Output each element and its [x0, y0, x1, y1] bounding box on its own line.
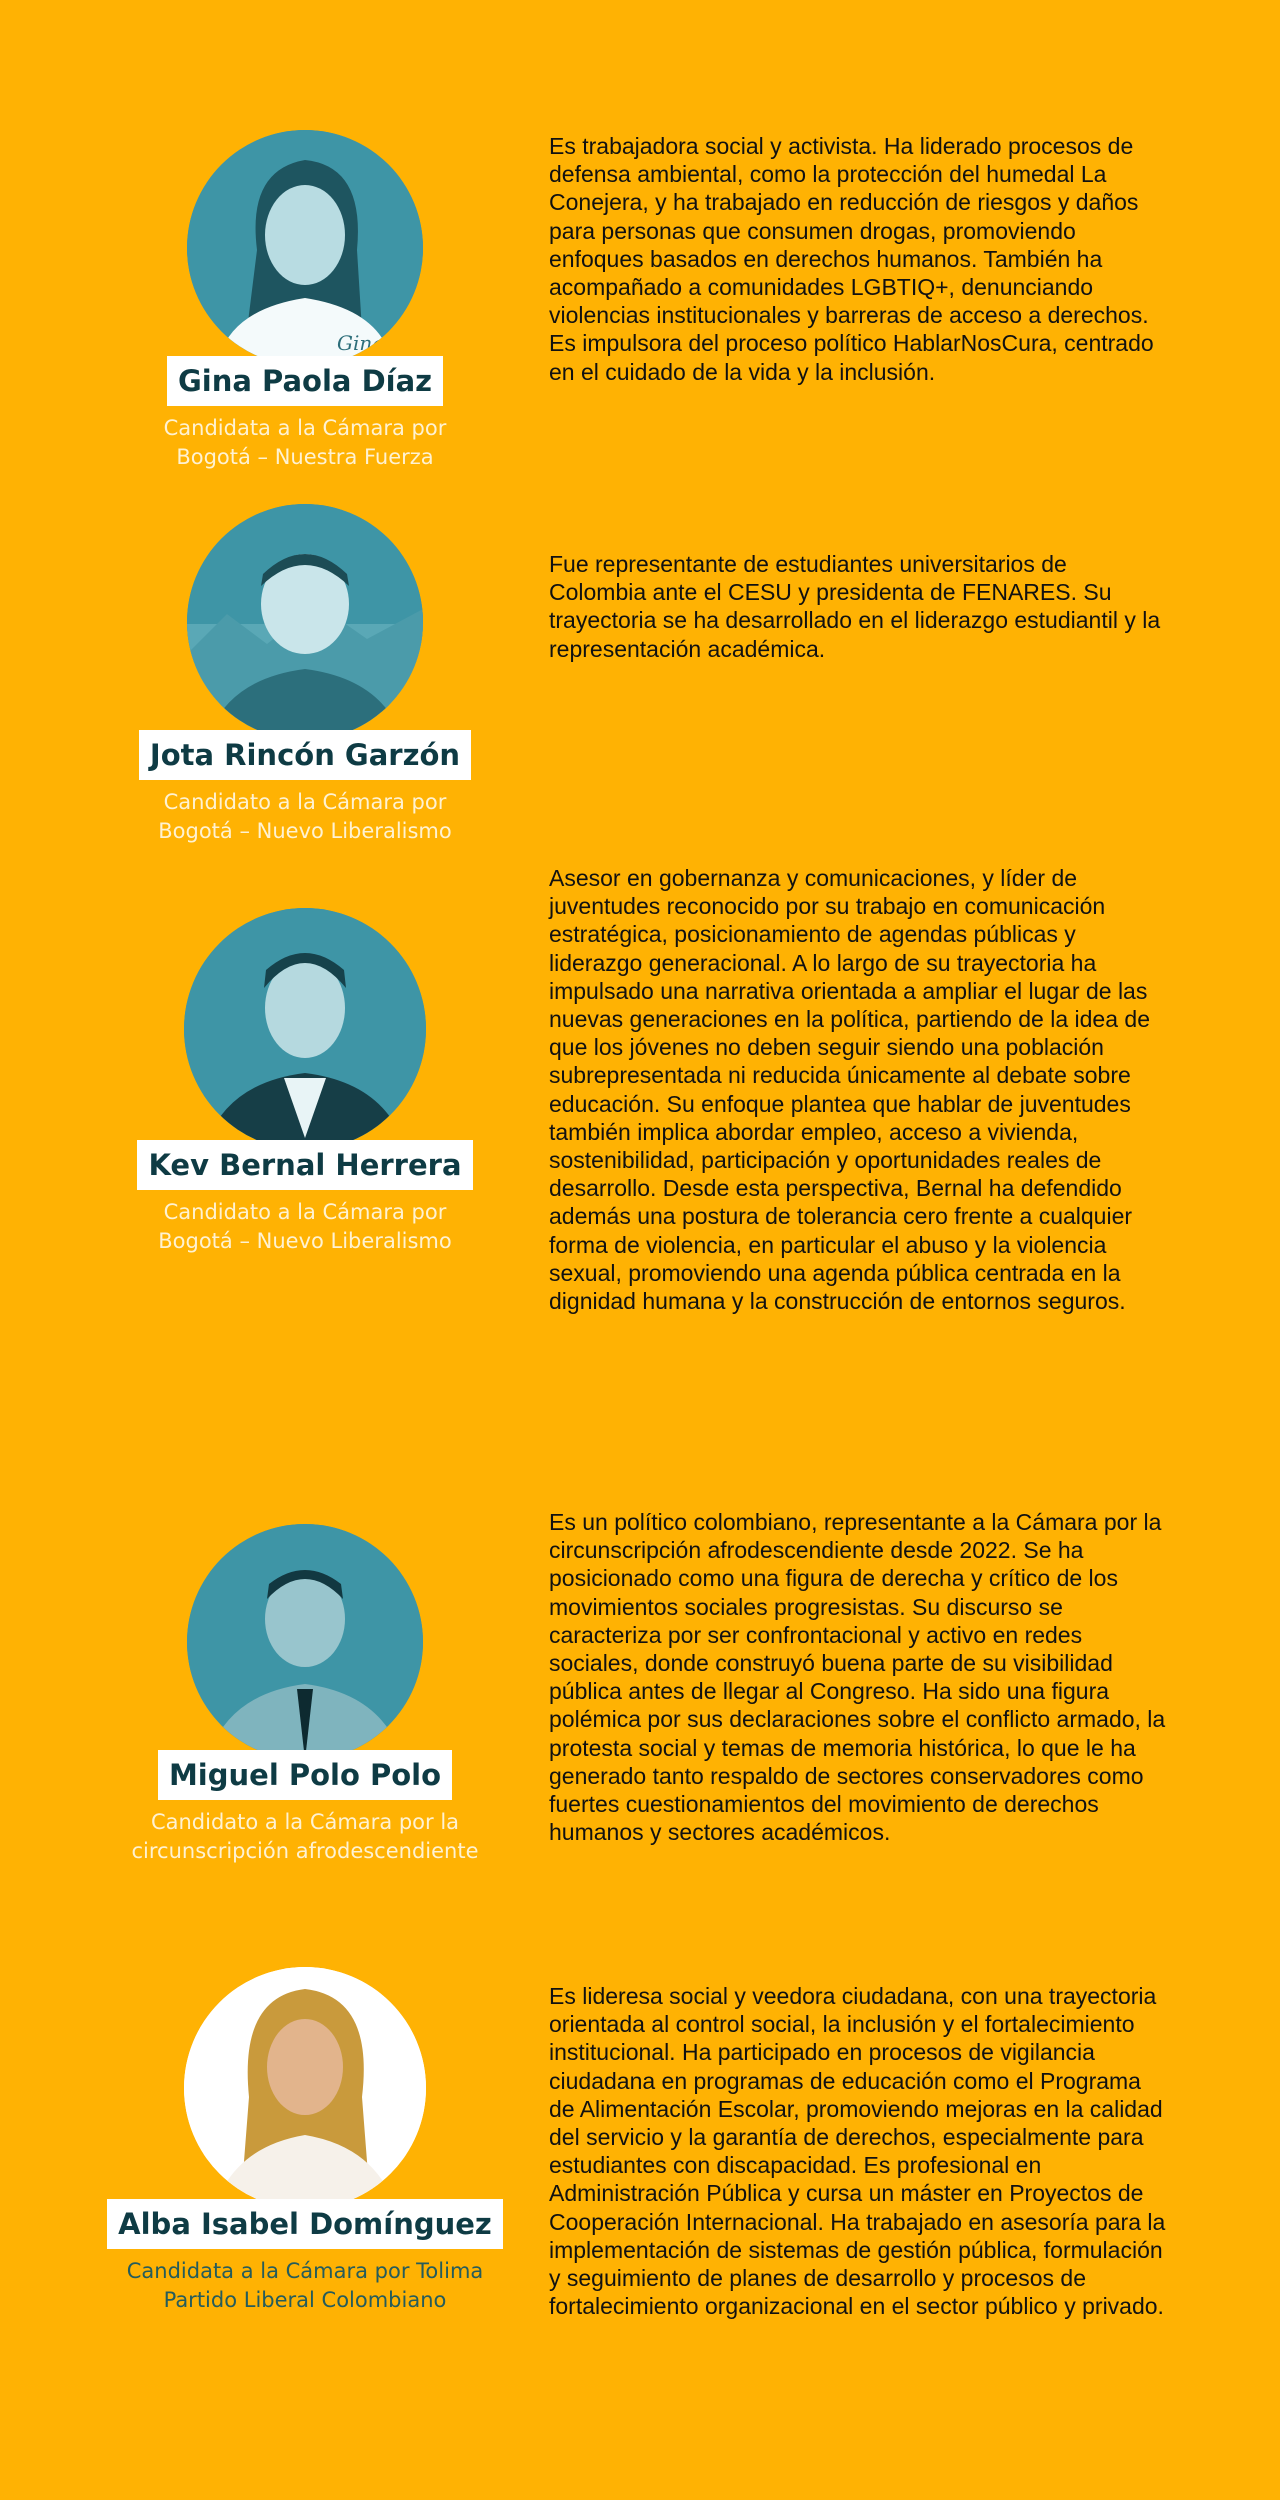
candidate-photo	[187, 1524, 423, 1760]
svg-text:Gina: Gina	[337, 331, 385, 355]
candidate-role-line2: circunscripción afrodescendiente	[131, 1839, 479, 1863]
candidate-name: Kev Bernal Herrera	[137, 1140, 472, 1190]
candidate-role-line1: Candidato a la Cámara por	[163, 1200, 447, 1224]
candidate-bio: Es lideresa social y veedora ciudadana, con una trayectoria orientada al control social, la inclusión y el fortalecimiento institucional. Ha participado en procesos de vigilancia ciudadana en programas de educación como el Programa de Alimentación Escolar, promoviendo mejoras en la calidad del servicio y la garantía de derechos, especialmente para estudiantes con discapacidad. Es profesional en Administración Pública y cursa un máster en Proyectos de Cooperación Internacional. Ha trabajado en asesoría para la implementación de sistemas de gestión pública, formulación y seguimiento de planes de desarrollo y procesos de fortalecimiento organizacional en el sector público y privado.	[549, 1983, 1166, 2320]
portrait-illustration	[187, 130, 423, 366]
candidate-card	[103, 130, 507, 472]
portrait-illustration	[184, 908, 426, 1150]
candidate-card	[103, 908, 507, 1256]
candidate-role-line2: Bogotá – Nuevo Liberalismo	[158, 819, 452, 843]
candidate-photo	[187, 130, 423, 366]
candidate-role-line1: Candidato a la Cámara por la	[150, 1810, 460, 1834]
portrait-illustration	[187, 504, 423, 740]
candidate-role-line2: Bogotá – Nuestra Fuerza	[176, 445, 434, 469]
candidate-role-line1: Candidato a la Cámara por	[163, 790, 447, 814]
candidate-name: Miguel Polo Polo	[158, 1750, 452, 1800]
candidate-role-line2: Bogotá – Nuevo Liberalismo	[158, 1229, 452, 1253]
candidate-role-line2: Partido Liberal Colombiano	[163, 2288, 447, 2312]
candidate-card	[103, 504, 507, 846]
candidate-role-line1: Candidata a la Cámara por Tolima	[126, 2259, 484, 2283]
candidate-card	[103, 1524, 507, 1866]
candidate-photo	[184, 1967, 426, 2209]
candidate-name: Alba Isabel Domínguez	[107, 2199, 503, 2249]
portrait-illustration	[187, 1524, 423, 1760]
candidate-bio: Es trabajadora social y activista. Ha liderado procesos de defensa ambiental, como la protección del humedal La Conejera, y ha trabajado en reducción de riesgos y daños para personas que consumen drogas, promoviendo enfoques basados en derechos humanos. También ha acompañado a comunidades LGBTIQ+, denunciando violencias institucionales y barreras de acceso a derechos. Es impulsora del proceso político HablarNosCura, centrado en el cuidado de la vida y la inclusión.	[549, 133, 1154, 385]
candidate-name: Gina Paola Díaz	[167, 356, 443, 406]
candidate-role-line1: Candidata a la Cámara por	[163, 416, 447, 440]
candidate-bio: Fue representante de estudiantes universitarios de Colombia ante el CESU y presidenta de FENARES. Su trayectoria se ha desarrollado en el liderazgo estudiantil y la representación académica.	[549, 551, 1161, 662]
candidate-photo	[187, 504, 423, 740]
candidate-bio: Asesor en gobernanza y comunicaciones, y líder de juventudes reconocido por su trabajo en comunicación estratégica, posicionamiento de agendas públicas y liderazgo generacional. A lo largo de su trayectoria ha impulsado una narrativa orientada a ampliar el lugar de las nuevas generaciones en la política, partiendo de la idea de que los jóvenes no deben seguir siendo una población subrepresentada ni reducida únicamente al debate sobre educación. Su enfoque plantea que hablar de juventudes también implica abordar empleo, acceso a vivienda, sostenibilidad, participación y oportunidades reales de desarrollo. Desde esta perspectiva, Bernal ha defendido además una postura de tolerancia cero frente a cualquier forma de violencia, en particular el abuso y la violencia sexual, promoviendo una agenda pública centrada en la dignidad humana y la construcción de entornos seguros.	[549, 865, 1150, 1315]
candidate-bio: Es un político colombiano, representante a la Cámara por la circunscripción afrodescendiente desde 2022. Se ha posicionado como una figura de derecha y crítico de los movimientos sociales progresistas. Su discurso se caracteriza por ser confrontacional y activo en redes sociales, donde construyó buena parte de su visibilidad pública antes de llegar al Congreso. Ha sido una figura polémica por sus declaraciones sobre el conflicto armado, la protesta social y temas de memoria histórica, lo que le ha generado tanto respaldo de sectores conservadores como fuertes cuestionamientos del movimiento de derechos humanos y sectores académicos.	[549, 1509, 1166, 1846]
candidate-name: Jota Rincón Garzón	[139, 730, 471, 780]
candidate-photo	[184, 908, 426, 1150]
portrait-illustration	[184, 1967, 426, 2209]
candidate-card	[103, 1967, 507, 2315]
